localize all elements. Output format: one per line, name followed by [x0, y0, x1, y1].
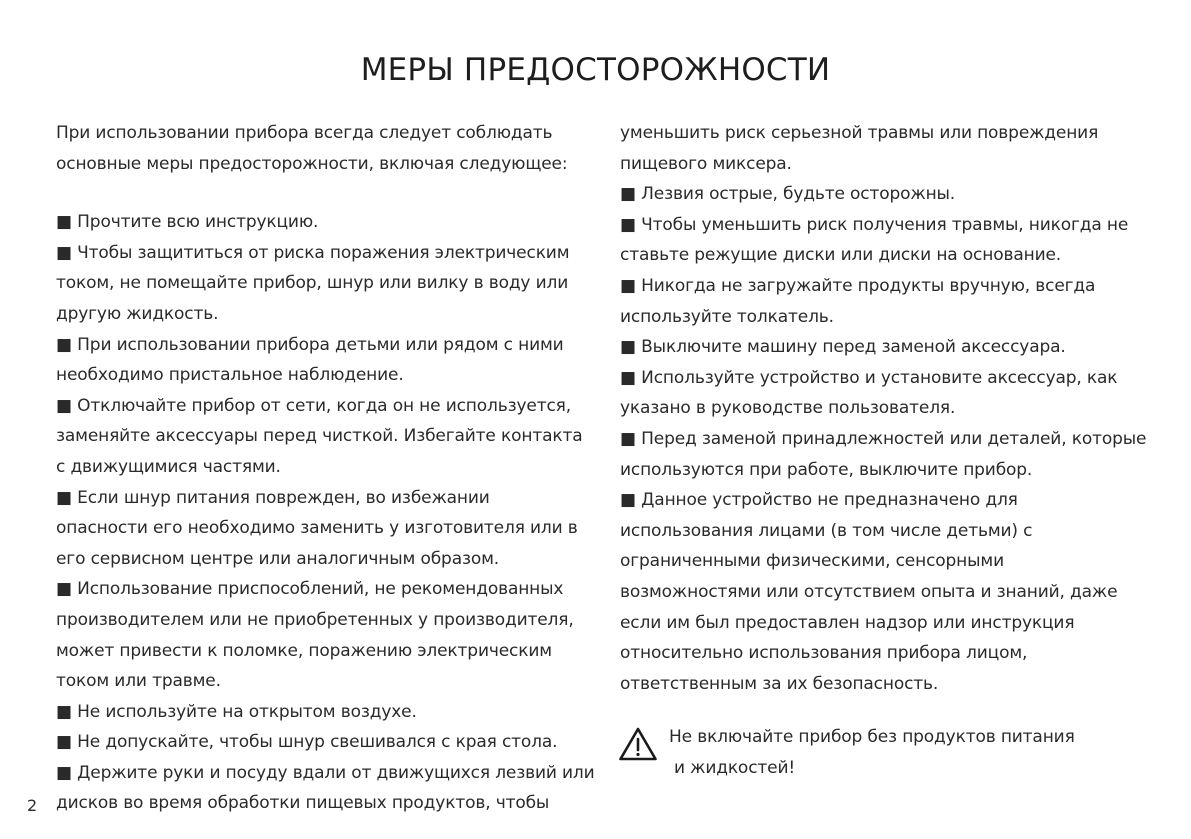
- text-line: уменьшить риск серьезной травмы или повреждения: [620, 123, 1099, 143]
- text-line: ограниченными физическими, сенсорными: [620, 551, 1004, 572]
- page-number: 2: [27, 796, 38, 815]
- intro-line: При использовании прибора всегда следует соблюдать: [56, 123, 553, 143]
- warning-text: [669, 722, 1075, 784]
- text-line: ■ Прочтите всю инструкцию.: [56, 212, 319, 233]
- text-line: возможностями или отсутствием опыта и знаний, даже: [620, 581, 1118, 602]
- text-line: используются при работе, выключите прибор.: [620, 459, 1033, 480]
- text-line: током или травме.: [56, 671, 221, 692]
- text-line: опасности его необходимо заменить у изготовителя или в: [56, 518, 578, 539]
- text-line: ■ Используйте устройство и установите аксессуар, как: [620, 367, 1118, 388]
- text-line: пищевого миксера.: [620, 153, 792, 174]
- text-line: ■ Лезвия острые, будьте осторожны.: [620, 184, 956, 205]
- text-line: ■ Не допускайте, чтобы шнур свешивался с края стола.: [56, 732, 558, 753]
- text-line: относительно использования прибора лицом,: [620, 643, 1028, 664]
- text-line: ■ Отключайте прибор от сети, когда он не используется,: [56, 395, 571, 416]
- left-column: [56, 118, 595, 819]
- text-line: ■ Чтобы защититься от риска поражения электрическим: [56, 242, 570, 263]
- text-line: может привести к поломке, поражению электрическим: [56, 640, 552, 661]
- text-line: если им был предоставлен надзор или инструкция: [620, 612, 1075, 633]
- warning-line: и жидкостей!: [674, 758, 796, 778]
- text-line: ■ Если шнур питания поврежден, во избежании: [56, 487, 490, 508]
- text-line: ответственным за их безопасность.: [620, 673, 939, 694]
- text-line: заменяйте аксессуары перед чисткой. Избегайте контакта: [56, 426, 583, 447]
- text-line: ставьте режущие диски или диски на основание.: [620, 245, 1062, 266]
- text-line: другую жидкость.: [56, 303, 219, 324]
- text-line: ■ Держите руки и посуду вдали от движущихся лезвий или: [56, 762, 595, 783]
- text-line: ■ При использовании прибора детьми или рядом с ними: [56, 334, 564, 355]
- warning-triangle-icon: [618, 726, 658, 762]
- intro-line: основные меры предосторожности, включая следующее:: [56, 153, 568, 174]
- right-column: [620, 118, 1160, 699]
- text-line: ■ Не используйте на открытом воздухе.: [56, 701, 417, 722]
- text-line: производителем или не приобретенных у производителя,: [56, 609, 574, 630]
- text-line: ■ Данное устройство не предназначено для: [620, 490, 1018, 511]
- text-line: ■ Перед заменой принадлежностей или деталей, которые: [620, 428, 1147, 449]
- text-line: ■ Чтобы уменьшить риск получения травмы, никогда не: [620, 214, 1129, 235]
- text-line: ■ Никогда не загружайте продукты вручную, всегда: [620, 275, 1096, 296]
- text-line: ■ Использование приспособлений, не рекомендованных: [56, 579, 564, 600]
- warning-line: Не включайте прибор без продуктов питания: [669, 727, 1075, 747]
- text-line: током, не помещайте прибор, шнур или вилку в воду или: [56, 273, 569, 294]
- spacer: [56, 179, 586, 207]
- text-line: с движущимися частями.: [56, 456, 281, 477]
- text-line: дисков во время обработки пищевых продуктов, чтобы: [56, 793, 550, 814]
- text-line: ■ Выключите машину перед заменой аксессуара.: [620, 337, 1066, 358]
- page-title: МЕРЫ ПРЕДОСТОРОЖНОСТИ: [360, 52, 831, 88]
- text-line: использования лицами (в том числе детьми) с: [620, 520, 1033, 541]
- text-line: необходимо пристальное наблюдение.: [56, 365, 404, 386]
- text-line: используйте толкатель.: [620, 306, 834, 327]
- text-line: указано в руководстве пользователя.: [620, 398, 956, 419]
- text-line: его сервисном центре или аналогичным образом.: [56, 548, 500, 569]
